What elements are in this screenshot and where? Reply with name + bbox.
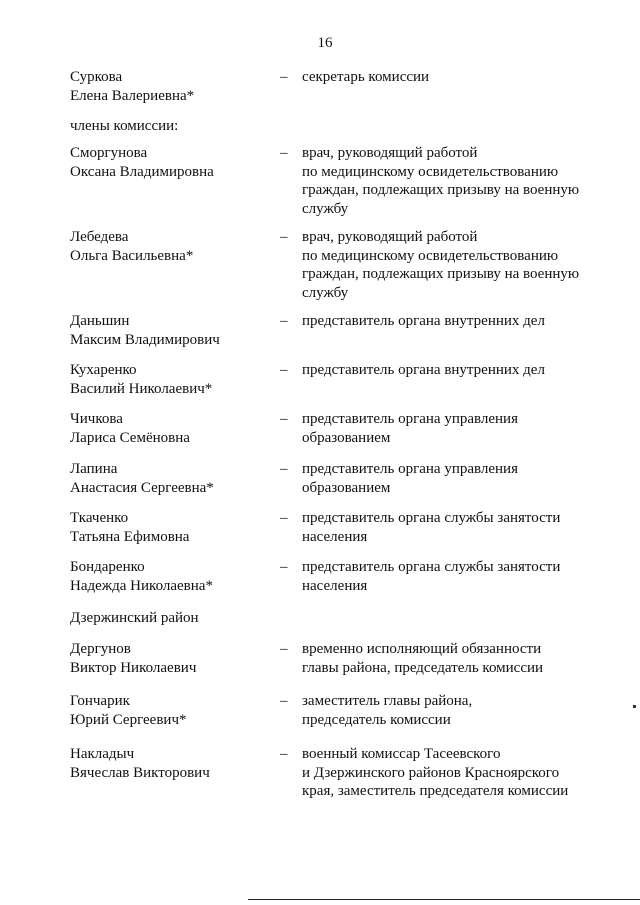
position-line: председатель комиссии	[302, 711, 451, 728]
given-names: Юрий Сергеевич*	[70, 711, 187, 728]
position-line: образованием	[302, 429, 391, 446]
person-name	[70, 692, 275, 729]
position	[302, 509, 602, 546]
dash: –	[280, 145, 288, 161]
position-line: представитель органа внутренних дел	[302, 362, 545, 378]
surname: Дергунов	[70, 641, 131, 657]
position-line: главы района, председатель комиссии	[302, 659, 544, 676]
position-line: по медицинскому освидетельствованию	[302, 163, 559, 180]
position	[302, 640, 602, 677]
person-name	[70, 745, 275, 782]
dash: –	[280, 461, 288, 477]
surname: Суркова	[70, 69, 123, 85]
given-names: Ольга Васильевна*	[70, 247, 194, 264]
position-line: граждан, подлежащих призыву на военную	[302, 182, 580, 198]
position	[302, 312, 602, 331]
given-names: Лариса Семёновна	[70, 429, 190, 446]
position-line: представитель органа управления	[302, 411, 518, 427]
position-line: врач, руководящий работой	[302, 145, 478, 161]
given-names: Надежда Николаевна*	[70, 577, 213, 594]
position-line: врач, руководящий работой	[302, 229, 478, 245]
position-line: населения	[302, 528, 368, 545]
person-name	[70, 640, 275, 677]
position	[302, 68, 602, 87]
members-heading: члены комиссии:	[70, 118, 179, 134]
position-line: населения	[302, 577, 368, 594]
dash: –	[280, 69, 288, 85]
district-heading: Дзержинский район	[70, 610, 199, 626]
position-line: заместитель главы района,	[302, 693, 473, 709]
position	[302, 558, 602, 595]
person-name	[70, 509, 275, 546]
surname: Даньшин	[70, 313, 130, 329]
position-line: края, заместитель председателя комиссии	[302, 783, 569, 799]
given-names: Анастасия Сергеевна*	[70, 479, 214, 496]
position-line: военный комиссар Тасеевского	[302, 746, 501, 762]
person-name	[70, 361, 275, 398]
person-name	[70, 460, 275, 497]
dash: –	[280, 641, 288, 657]
position	[302, 460, 602, 497]
position-line: представитель органа службы занятости	[302, 510, 561, 526]
person-name	[70, 312, 275, 349]
person-name	[70, 68, 275, 105]
position-line: образованием	[302, 479, 391, 496]
given-names: Максим Владимирович	[70, 331, 220, 348]
scan-speck	[633, 705, 636, 708]
position-line: службу	[302, 200, 349, 217]
position-line: граждан, подлежащих призыву на военную	[302, 266, 580, 282]
dash: –	[280, 229, 288, 245]
surname: Ткаченко	[70, 510, 129, 526]
given-names: Виктор Николаевич	[70, 659, 197, 676]
position-line: службу	[302, 284, 349, 301]
page-number: 16	[317, 35, 333, 51]
position-line: представитель органа управления	[302, 461, 518, 477]
person-name	[70, 558, 275, 595]
dash: –	[280, 362, 288, 378]
position-line: по медицинскому освидетельствованию	[302, 247, 559, 264]
person-name	[70, 144, 275, 181]
bottom-rule	[248, 899, 640, 900]
position	[302, 228, 602, 302]
surname: Чичкова	[70, 411, 123, 427]
surname: Лапина	[70, 461, 118, 477]
position	[302, 692, 602, 729]
person-name	[70, 410, 275, 447]
given-names: Оксана Владимировна	[70, 163, 214, 180]
position	[302, 361, 602, 380]
dash: –	[280, 693, 288, 709]
position	[302, 745, 602, 801]
given-names: Василий Николаевич*	[70, 380, 213, 397]
dash: –	[280, 510, 288, 526]
dash: –	[280, 559, 288, 575]
surname: Гончарик	[70, 693, 130, 709]
surname: Бондаренко	[70, 559, 145, 575]
surname: Сморгунова	[70, 145, 148, 161]
given-names: Елена Валериевна*	[70, 87, 195, 104]
surname: Кухаренко	[70, 362, 137, 378]
given-names: Татьяна Ефимовна	[70, 528, 190, 545]
position	[302, 144, 602, 218]
surname: Накладыч	[70, 746, 135, 762]
position-line: представитель органа внутренних дел	[302, 313, 545, 329]
position-line: секретарь комиссии	[302, 69, 430, 85]
given-names: Вячеслав Викторович	[70, 764, 210, 781]
position-line: временно исполняющий обязанности	[302, 641, 542, 657]
dash: –	[280, 313, 288, 329]
position-line: представитель органа службы занятости	[302, 559, 561, 575]
surname: Лебедева	[70, 229, 129, 245]
position-line: и Дзержинского районов Красноярского	[302, 764, 560, 781]
dash: –	[280, 411, 288, 427]
dash: –	[280, 746, 288, 762]
position	[302, 410, 602, 447]
person-name	[70, 228, 275, 265]
